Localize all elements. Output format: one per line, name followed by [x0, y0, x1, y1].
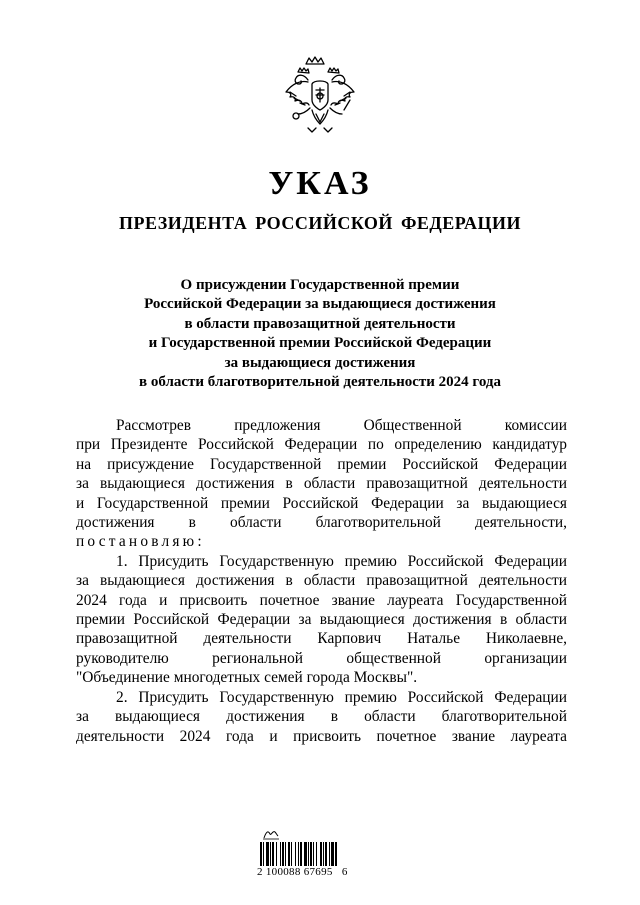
barcode-bar [285, 842, 286, 866]
barcode-bar [288, 842, 290, 866]
body-line: за выдающиеся достижения в области правозащитной деятельности [76, 572, 567, 590]
barcode-bar [335, 842, 337, 866]
body-line: и Государственной премии Российской Федерации за выдающиеся [76, 494, 567, 512]
barcode-bar [331, 842, 334, 866]
body-line: деятельности 2024 года и присвоить почетное звание лауреата [76, 727, 567, 745]
barcode-bar [325, 842, 327, 866]
barcode-bar [282, 842, 284, 866]
barcode-number: 2 100088 67695 6 [257, 866, 348, 878]
barcode-bar [320, 842, 322, 866]
decree-body [76, 416, 567, 746]
body-line: за выдающиеся достижения в области благотворительной [76, 708, 567, 726]
body-line: 1. Присудить Государственную премию Российской Федерации [116, 552, 567, 570]
barcode-bar [266, 842, 269, 866]
body-line: Рассмотрев предложения Общественной комиссии [116, 417, 567, 434]
barcode-bar [270, 842, 271, 866]
barcode-bar [308, 842, 309, 866]
stamp-mark-icon [262, 828, 280, 840]
barcode-bar [280, 842, 281, 866]
heading-line: и Государственной премии Российской Федерации [148, 335, 492, 352]
decree-heading [60, 276, 580, 392]
body-line: достижения в области благотворительной деятельности, [76, 514, 567, 532]
barcode-bar [295, 842, 296, 866]
body-line: за выдающиеся достижения в области правозащитной деятельности [76, 475, 567, 493]
heading-line: в области правозащитной деятельности [184, 315, 456, 332]
body-line: премии Российской Федерации за выдающиеся достижения в области [76, 611, 567, 629]
barcode-bar [272, 842, 274, 866]
barcode-bar [291, 842, 292, 866]
body-line: "Объединение многодетных семей города Москвы". [76, 669, 418, 687]
barcode-bar [304, 842, 307, 866]
barcode-bar [310, 842, 312, 866]
decree-subtitle: ПРЕЗИДЕНТА РОССИЙСКОЙ ФЕДЕРАЦИИ [119, 213, 521, 233]
barcode-bar [298, 842, 299, 866]
barcode-bar [276, 842, 277, 866]
body-line: 2. Присудить Государственную премию Российской Федерации [116, 688, 567, 706]
heading-line: О присуждении Государственной премии [180, 277, 460, 293]
barcode-bar [260, 842, 262, 866]
body-line-decision: постановляю: [76, 533, 205, 551]
barcode-bar [316, 842, 317, 866]
barcode-bar [323, 842, 324, 866]
decree-title: УКАЗ [268, 165, 372, 202]
barcode-bar [263, 842, 264, 866]
barcode-bar [300, 842, 302, 866]
body-line: руководителю региональной общественной организации [76, 649, 567, 667]
body-line: правозащитной деятельности Карпович Наталье Николаевне, [76, 630, 567, 648]
body-line: 2024 года и присвоить почетное звание лауреата Государственной [76, 591, 567, 609]
heading-line: за выдающиеся достижения [224, 354, 416, 371]
barcode-bar [313, 842, 314, 866]
body-line: на присуждение Государственной премии Российской Федерации [76, 455, 567, 473]
heading-line: в области благотворительной деятельности 2024 года [139, 374, 501, 391]
heading-line: Российской Федерации за выдающиеся достижения [144, 296, 496, 313]
body-line: при Президенте Российской Федерации по определению кандидатур [76, 436, 567, 454]
barcode-bar [329, 842, 330, 866]
coat-of-arms-icon [278, 50, 362, 142]
